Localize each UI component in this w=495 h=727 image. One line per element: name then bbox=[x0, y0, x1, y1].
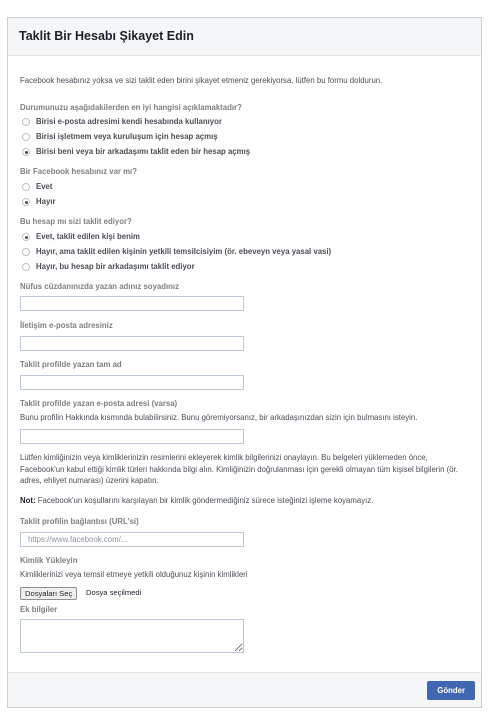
submit-button[interactable]: Gönder bbox=[427, 681, 475, 700]
q1-option-3[interactable] bbox=[22, 147, 250, 156]
profile-name-input[interactable] bbox=[20, 375, 244, 390]
q1-option-1-label: Birisi e-posta adresimi kendi hesabında kullanıyor bbox=[36, 117, 222, 126]
profile-email-input[interactable] bbox=[20, 429, 244, 444]
form-footer bbox=[8, 672, 481, 707]
name-input[interactable] bbox=[20, 296, 244, 311]
profile-email-help: Bunu profilin Hakkında kısmında bulabilirsiniz. Bunu göremiyorsanız, bir arkadaşınızdan sizin için bulmasını isteyin. bbox=[20, 413, 418, 422]
radio-icon[interactable] bbox=[22, 263, 30, 271]
profile-name-label: Taklit profilde yazan tam ad bbox=[20, 360, 122, 369]
q3-option-2[interactable] bbox=[22, 247, 331, 256]
form-title: Taklit Bir Hesabı Şikayet Edin bbox=[8, 18, 481, 56]
radio-icon[interactable] bbox=[22, 118, 30, 126]
q3-option-1-label: Evet, taklit edilen kişi benim bbox=[36, 232, 140, 241]
profile-email-label: Taklit profilde yazan e-posta adresi (varsa) bbox=[20, 399, 178, 408]
report-form-card bbox=[7, 17, 482, 708]
q2-option-1[interactable] bbox=[22, 182, 52, 191]
radio-icon[interactable] bbox=[22, 133, 30, 141]
q1-option-2[interactable] bbox=[22, 132, 218, 141]
note-text bbox=[20, 496, 373, 505]
radio-icon[interactable] bbox=[22, 183, 30, 191]
q3-label: Bu hesap mı sizi taklit ediyor? bbox=[20, 217, 132, 226]
url-input[interactable]: https://www.facebook.com/... bbox=[20, 532, 244, 547]
q3-option-3[interactable] bbox=[22, 262, 195, 271]
q1-label: Durumunuzu aşağıdakilerden en iyi hangisi açıklamaktadır? bbox=[20, 103, 242, 112]
upload-label: Kimlik Yükleyin bbox=[20, 556, 78, 565]
note-body: Facebook'un koşullarını karşılayan bir kimlik göndermediğiniz sürece isteğinizi işleme koyamayız. bbox=[35, 496, 374, 505]
choose-files-button[interactable]: Dosyaları Seç bbox=[20, 587, 77, 600]
q2-option-1-label: Evet bbox=[36, 182, 53, 191]
url-label: Taklit profilin bağlantısı (URL'si) bbox=[20, 517, 139, 526]
extra-info-label: Ek bilgiler bbox=[20, 605, 58, 614]
note-bold: Not: bbox=[20, 496, 36, 505]
email-label: İletişim e-posta adresiniz bbox=[20, 321, 113, 330]
upload-status: Dosya seçilmedi bbox=[86, 588, 142, 597]
q1-option-2-label: Birisi işletmem veya kuruluşum için hesap açmış bbox=[36, 132, 218, 141]
q3-option-3-label: Hayır, bu hesap bir arkadaşımı taklit ediyor bbox=[36, 262, 195, 271]
q2-label: Bir Facebook hesabınız var mı? bbox=[20, 167, 137, 176]
q3-option-1[interactable] bbox=[22, 232, 140, 241]
extra-info-textarea[interactable] bbox=[20, 619, 244, 653]
radio-selected-icon[interactable] bbox=[22, 148, 30, 156]
radio-selected-icon[interactable] bbox=[22, 198, 30, 206]
radio-icon[interactable] bbox=[22, 248, 30, 256]
intro-text: Facebook hesabınız yoksa ve sizi taklit eden birini şikayet etmeniz gerekiyorsa, lütfen bu formu doldurun. bbox=[20, 76, 383, 85]
radio-selected-icon[interactable] bbox=[22, 233, 30, 241]
q1-option-1[interactable] bbox=[22, 117, 222, 126]
email-input[interactable] bbox=[20, 336, 244, 351]
name-label: Nüfus cüzdanınızda yazan adınız soyadınız bbox=[20, 282, 179, 291]
upload-help: Kimliklerinizi veya temsil etmeye yetkili olduğunuz kişinin kimlikleri bbox=[20, 570, 248, 579]
q3-option-2-label: Hayır, ama taklit edilen kişinin yetkili temsilcisiyim (ör. ebeveyn veya yasal vasi) bbox=[36, 247, 332, 256]
q2-option-2-label: Hayır bbox=[36, 197, 56, 206]
id-instructions: Lütfen kimliğinizin veya kimliklerinizin resimlerini ekleyerek kimlik bilgilerinizi onaylayın. Bu belgeleri yüklemeden önce, Facebook'un kabul ettiği kimlik türleri hakkında bilgi alın. Kimliğinizin doğrulanması için gerekli olmayan tüm kişisel bilgilerin (ör. adres, ehliyet numarası) üzerini kapatın. bbox=[20, 453, 458, 485]
q1-option-3-label: Birisi beni veya bir arkadaşımı taklit eden bir hesap açmış bbox=[36, 147, 251, 156]
q2-option-2[interactable] bbox=[22, 197, 56, 206]
